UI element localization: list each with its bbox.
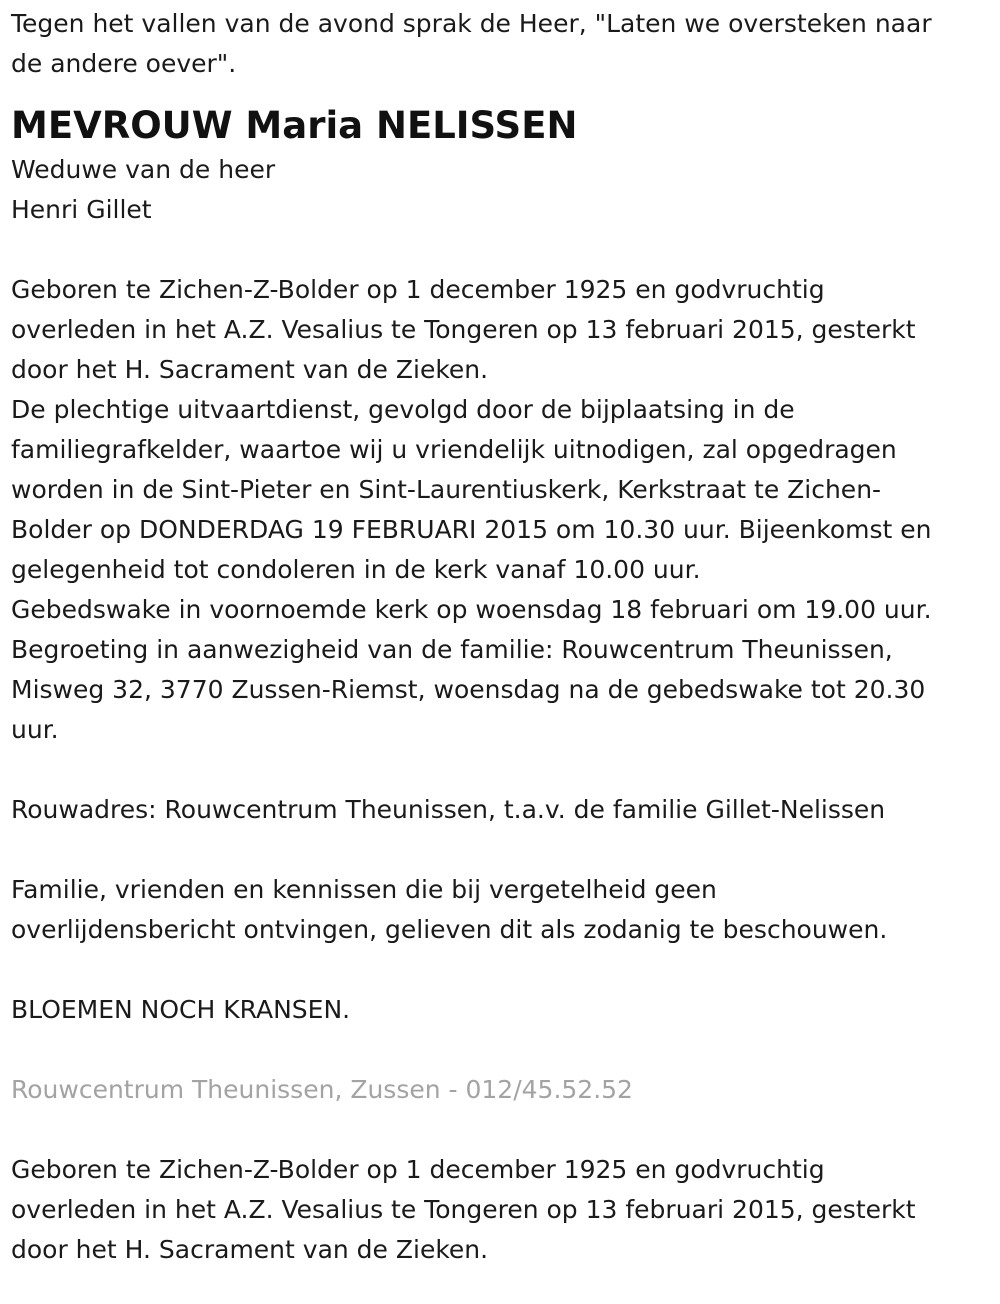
paragraph-line: Bolder op DONDERDAG 19 FEBRUARI 2015 om 10.30 uur. Bijeenkomst en [11,515,932,544]
paragraph-line: door het H. Sacrament van de Zieken. [11,1235,489,1264]
funeral-service-paragraph [11,390,991,750]
funeral-home-contact: Rouwcentrum Theunissen, Zussen - 012/45.52.52 [11,1075,633,1104]
opening-quote [11,4,991,84]
widow-of-line: Weduwe van de heer [11,155,276,184]
quote-line: Tegen het vallen van de avond sprak de Heer, "Laten we oversteken naar [11,9,932,38]
birth-death-paragraph-repeat [11,1150,991,1270]
obituary-document [11,4,991,1270]
spouse-name: Henri Gillet [11,195,152,224]
paragraph-line: familiegrafkelder, waartoe wij u vriendelijk uitnodigen, zal opgedragen [11,435,897,464]
paragraph-line: Familie, vrienden en kennissen die bij vergetelheid geen [11,875,717,904]
paragraph-line: Geboren te Zichen-Z-Bolder op 1 december 1925 en godvruchtig [11,1155,825,1184]
paragraph-line: overleden in het A.Z. Vesalius te Tongeren op 13 februari 2015, gesterkt [11,315,916,344]
spacer [11,750,991,790]
quote-line: de andere oever". [11,49,237,78]
paragraph-line: overlijdensbericht ontvingen, gelieven dit als zodanig te beschouwen. [11,915,888,944]
spacer [11,830,991,870]
flowers-note: BLOEMEN NOCH KRANSEN. [11,995,351,1024]
spacer [11,1110,991,1150]
paragraph-line: worden in de Sint-Pieter en Sint-Laurentiuskerk, Kerkstraat te Zichen- [11,475,882,504]
paragraph-line: Gebedswake in voornoemde kerk op woensdag 18 februari om 19.00 uur. [11,595,932,624]
paragraph-line: De plechtige uitvaartdienst, gevolgd door de bijplaatsing in de [11,395,795,424]
paragraph-line: door het H. Sacrament van de Zieken. [11,355,489,384]
birth-death-paragraph [11,270,991,390]
paragraph-line: Misweg 32, 3770 Zussen-Riemst, woensdag na de gebedswake tot 20.30 [11,675,926,704]
spacer [11,230,991,270]
spacer [11,950,991,990]
notice-paragraph [11,870,991,950]
paragraph-line: overleden in het A.Z. Vesalius te Tongeren op 13 februari 2015, gesterkt [11,1195,916,1224]
paragraph-line: gelegenheid tot condoleren in de kerk vanaf 10.00 uur. [11,555,701,584]
deceased-name-title: MEVROUW Maria NELISSEN [11,104,578,147]
widow-of-block [11,150,991,230]
spacer [11,1030,991,1070]
paragraph-line: Begroeting in aanwezigheid van de familie: Rouwcentrum Theunissen, [11,635,893,664]
paragraph-line: uur. [11,715,59,744]
paragraph-line: Geboren te Zichen-Z-Bolder op 1 december 1925 en godvruchtig [11,275,825,304]
mourning-address: Rouwadres: Rouwcentrum Theunissen, t.a.v. de familie Gillet-Nelissen [11,795,886,824]
